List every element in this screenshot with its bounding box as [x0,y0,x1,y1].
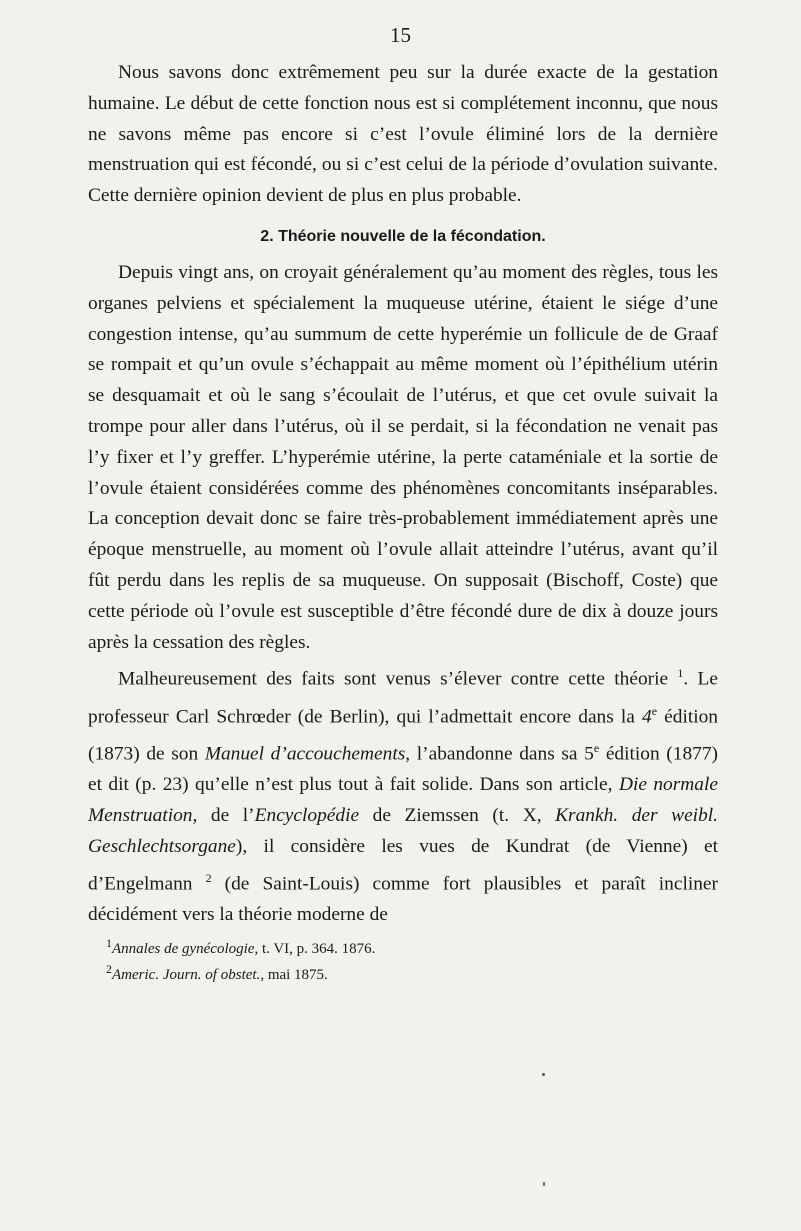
text-run: , de l’ [192,804,255,826]
text-run: . Le professeur Carl Schrœder (de Berlin), qui l’admettait encore dans la [88,668,718,728]
book-title-manuel: Manuel d’accouchements [204,743,406,765]
footnote-ref-1: 1 [677,666,684,681]
paragraph-gestation: Nous savons donc extrêmement peu sur la durée exacte de la gestation humaine. Le début de cette fonction nous est si complétement inconnu, que nous ne savons même pas encore si c’est l’ovule éliminé lors de la dernière menstruation qui est fécondé, ou si c’est celui de la période d’ovulation suivante. Cette dernière opinion devient de plus en plus probable. [88,62,718,207]
page-body [88,58,718,985]
footnote-title: Americ. Journ. of obstet. [112,966,261,983]
paragraph-new-facts [88,658,718,930]
footnote-mark: 2 [106,961,112,976]
paper-speck [542,1073,545,1076]
edition-number: 4 [642,706,652,728]
superscript: e [651,703,658,718]
krankh-title: Krankh. der weibl. Geschlechtsorgane [88,804,718,857]
text-run: , l’abandonne dans sa 5 [405,743,594,765]
footnote-title: Annales de gynécologie [112,940,255,957]
footnote-2 [88,959,718,985]
footnotes [88,933,718,985]
footnote-mark: 1 [106,935,112,950]
text-run: Malheureusement des faits sont venus s’élever contre cette théorie [118,668,669,690]
page-number: 15 [390,23,411,47]
section-heading: 2. Théorie nouvelle de la fécondation. [260,227,546,245]
paper-speck [543,1182,545,1186]
footnote-rest: , t. VI, p. 364. 1876. [254,940,376,957]
text-run: édition (1877) et dit (p. 23) qu’elle n’est plus tout à fait solide. Dans son article, [88,743,718,796]
superscript: e [593,740,600,755]
paragraph-old-theory: Depuis vingt ans, on croyait généralement qu’au moment des règles, tous les organes pelviens et spécialement la muqueuse utérine, étaient le siége d’une congestion intense, qu’au summum de cette hyperémie un follicule de de Graaf se rompait et qu’un ovule s’échappait au même moment où l’épithélium utérin se desquamait et où le sang s’écoulait de l’utérus, et que cet ovule suivait la trompe pour aller dans l’utérus, où il se perdait, si la fécondation ne venait pas l’y fixer et l’y greffer. L’hyperémie utérine, la perte cataméniale et la sortie de l’ovule étaient considérées comme des phénomènes concomitants inséparables. La conception devait donc se faire très-probablement immédiatement après une époque menstruelle, au moment où l’ovule allait atteindre l’utérus, avant qu’il fût perdu dans les replis de sa muqueuse. On supposait (Bischoff, Coste) que cette période où l’ovule est susceptible d’être fécondé dure de dix à douze jours après la cessation des règles. [88,261,718,653]
footnote-1 [88,933,718,959]
footnote-ref-2: 2 [205,870,212,885]
text-run: (de Saint-Louis) comme fort plausibles et paraît incliner décidément vers la théorie moderne de [88,873,718,925]
article-title: Die normale Menstruation [88,774,718,826]
footnote-rest: , mai 1875. [260,966,328,983]
text-run: de Ziemssen (t. X, [359,804,556,826]
text-run: ), il considère les vues de Kundrat (de Vienne) et d’Engelmann [88,835,718,894]
text-run: édition (1873) de son [88,706,719,765]
encyclopedie-title: Encyclopédie [254,804,360,826]
